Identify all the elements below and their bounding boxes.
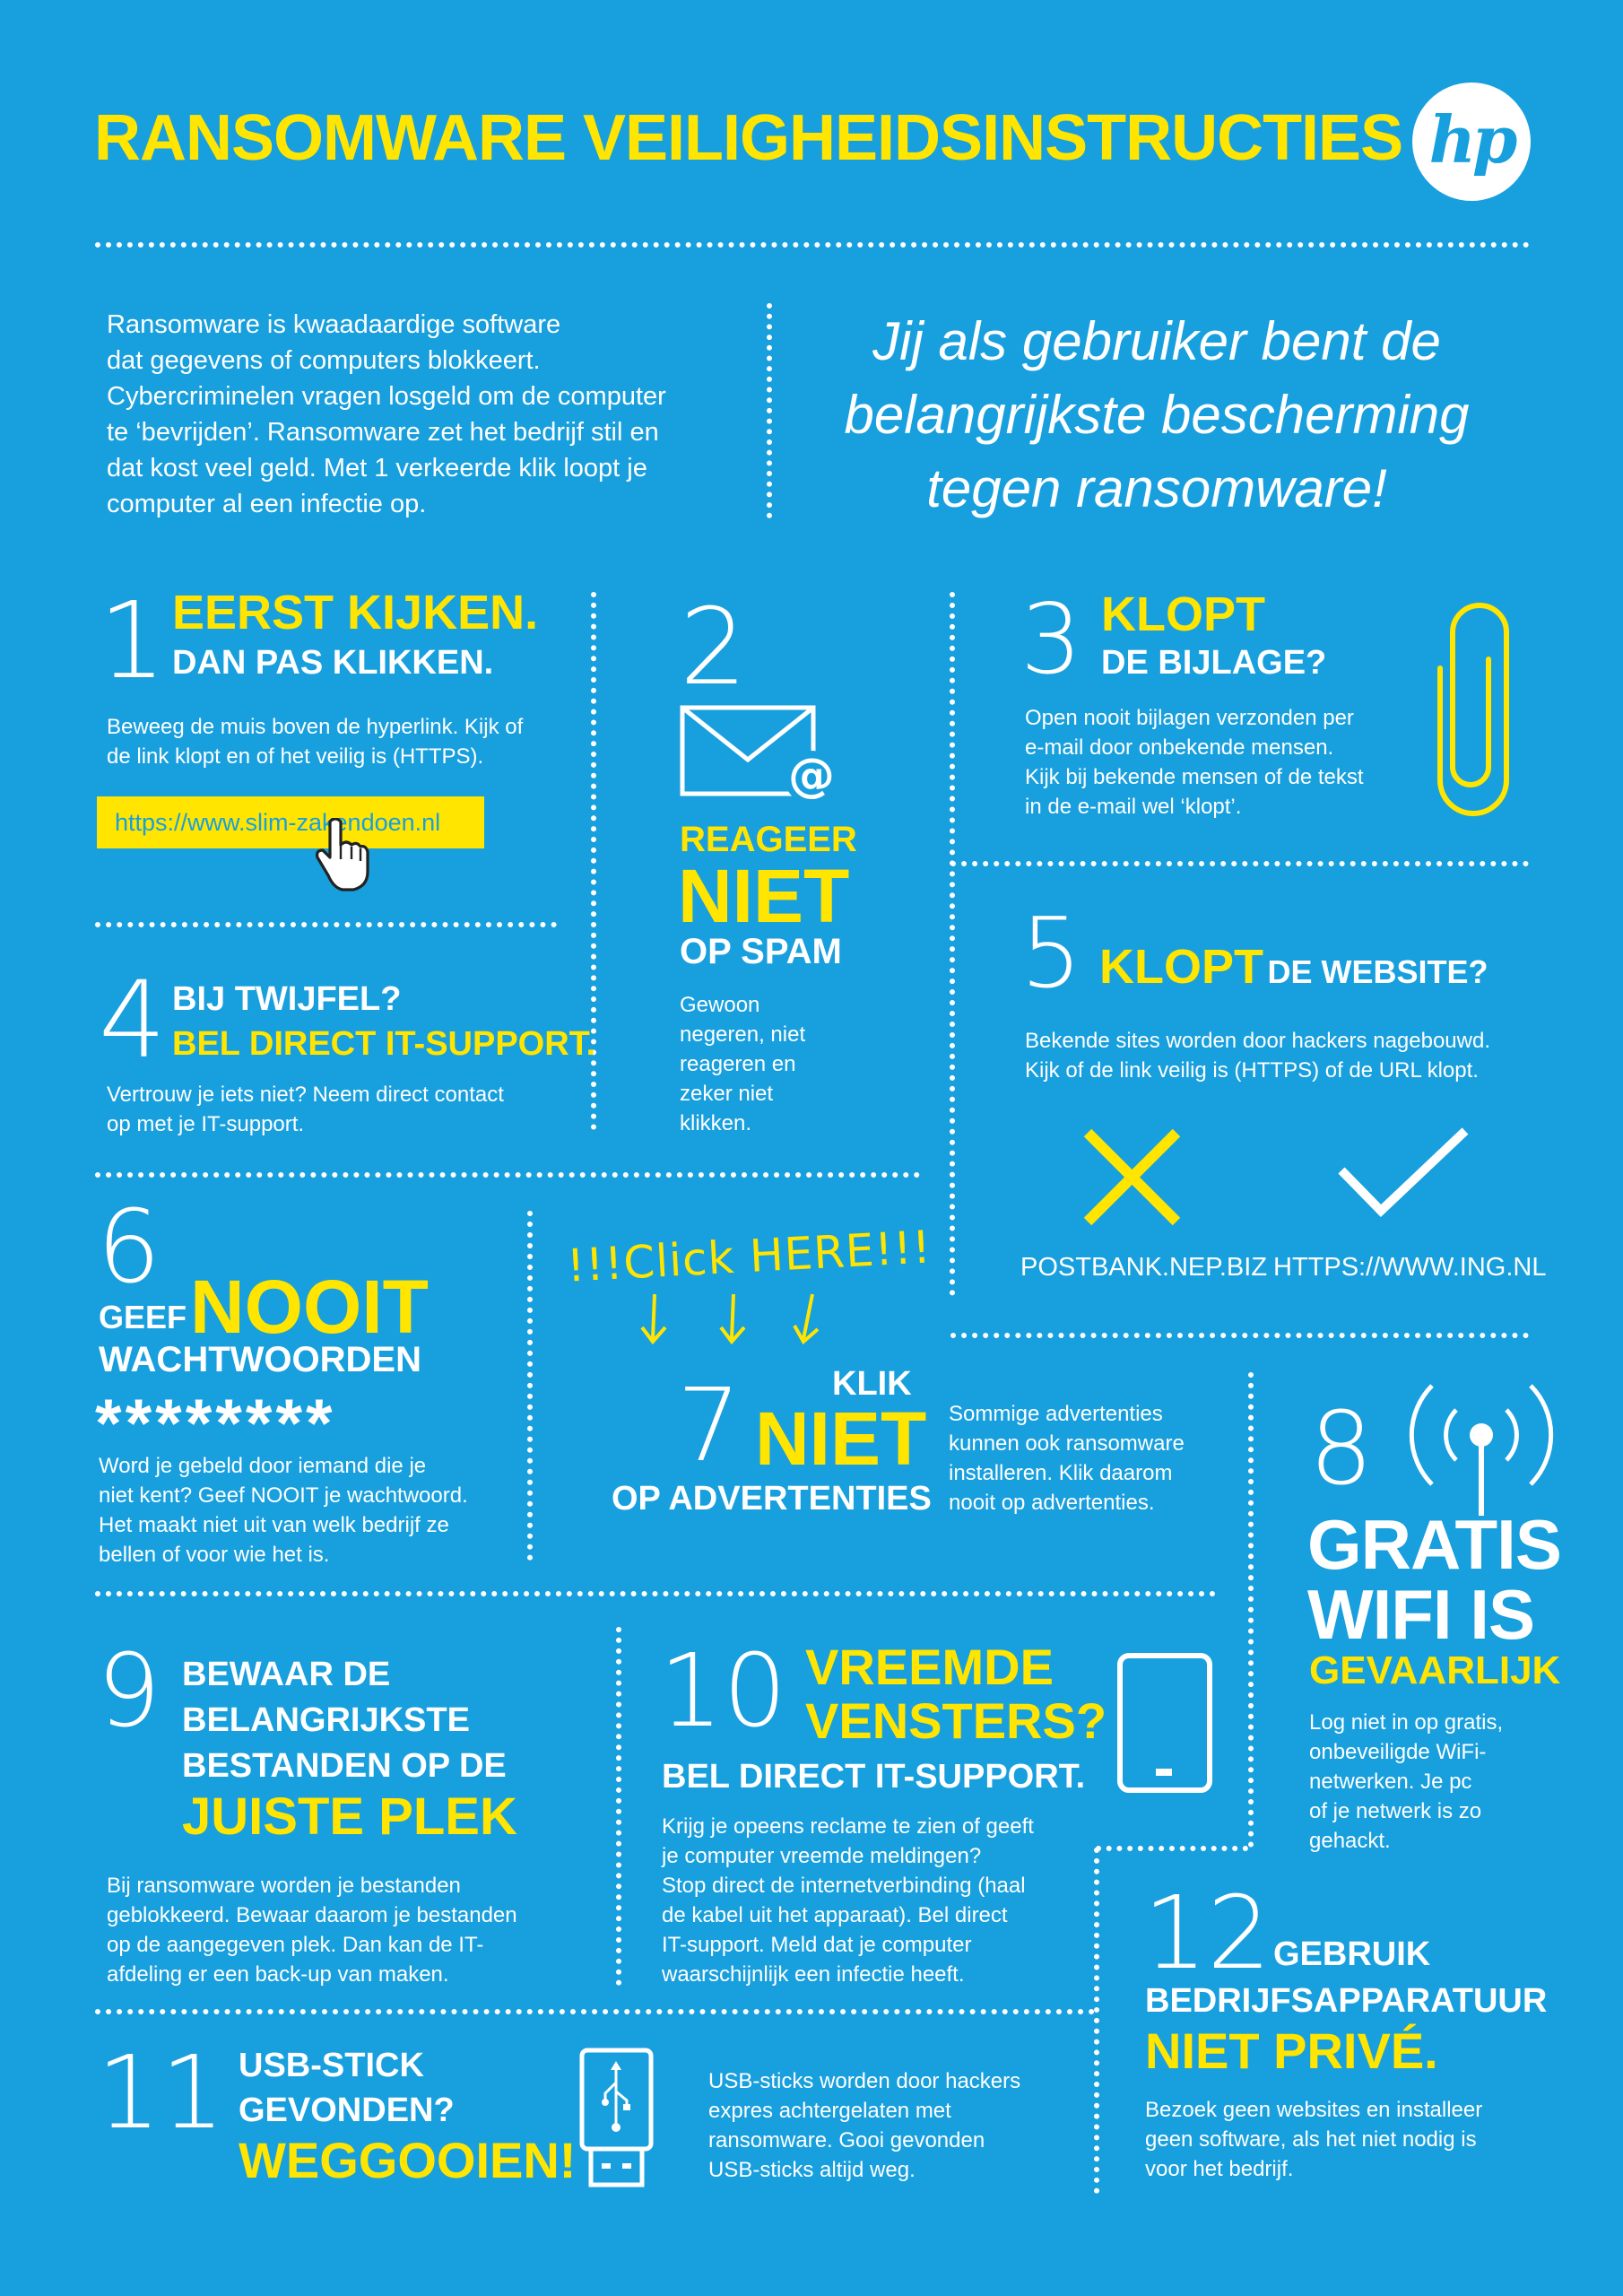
divider-3-5: [950, 861, 1529, 866]
tip-1-link[interactable]: https://www.slim-zakendoen.nl: [115, 808, 441, 836]
tip-10-l1: VREEMDE: [805, 1639, 1054, 1695]
hp-logo-text: hp: [1428, 100, 1515, 178]
intro-text: Ransomware is kwaadaardige software dat gegevens of computers blokkeert. Cybercriminelen vragen losgeld om de computer te ‘bevrijden’. Ransomware zet het bedrijf stil en dat kost veel geld. Met 1 verkeerde klik loopt je computer al een infectie op.: [107, 310, 666, 518]
tip-9-text: Bij ransomware worden je bestanden geblokkeerd. Bewaar daarom je bestanden op de aangegeven plek. Dan kan de IT- afdeling er een back-up van maken.: [107, 1874, 517, 1987]
tip-9-l2: BELANGRIJKSTE: [182, 1701, 470, 1739]
tip-6-pre: GEEF: [99, 1299, 187, 1335]
hp-logo: [1412, 83, 1531, 201]
tip-6-big: NOOIT: [190, 1265, 429, 1349]
tip-1-title: EERST KIJKEN.: [172, 586, 539, 639]
tip-6-stars: ********: [95, 1386, 336, 1462]
tip-7-l2: NIET: [755, 1396, 927, 1481]
tip-1-text: Beweeg de muis boven de hyperlink. Kijk of de link klopt en of het veilig is (HTTPS).: [107, 715, 524, 769]
tip-11-l1: USB-STICK: [239, 2047, 424, 2084]
tip-8-l2: WIFI IS: [1307, 1575, 1534, 1654]
tip-11-l2: GEVONDEN?: [239, 2092, 455, 2129]
tip-1-subtitle: DAN PAS KLIKKEN.: [172, 644, 494, 682]
intro-quote: Jij als gebruiker bent de belangrijkste bescherming tegen ransomware!: [844, 311, 1470, 518]
tip-2-l1: REAGEER: [680, 820, 857, 859]
envelope-icon: [680, 704, 841, 807]
tip-7-l1: KLIK: [832, 1365, 912, 1403]
divider-1-4: [95, 922, 557, 927]
tip-4-title: BIJ TWIJFEL?: [172, 980, 402, 1018]
tip-2-text: Gewoon negeren, niet reageren en zeker niet klikken.: [680, 993, 806, 1135]
divider-col-2-3: [950, 592, 955, 1296]
tip-9-l4: JUISTE PLEK: [182, 1787, 517, 1846]
arrows-down-icon: [628, 1290, 843, 1352]
tip-8-number: 8: [1309, 1391, 1374, 1508]
tip-11-text: USB-sticks worden door hackers expres achtergelaten met ransomware. Gooi gevonden USB-sticks altijd weg.: [708, 2069, 1021, 2182]
checkmark-icon: [1336, 1126, 1471, 1224]
tip-3-subtitle: DE BIJLAGE?: [1101, 644, 1327, 682]
tip-9-l1: BEWAAR DE: [182, 1656, 391, 1693]
tip-6-sub: WACHTWOORDEN: [99, 1340, 421, 1379]
tip-9-number: 9: [97, 1633, 161, 1750]
divider-header: [95, 242, 1530, 248]
tip-7-text: Sommige advertenties kunnen ook ransomware installeren. Klik daarom nooit op advertenties.: [949, 1402, 1185, 1515]
usb-stick-icon: [578, 2047, 655, 2190]
tip-5-heading: [1099, 942, 1488, 993]
tip-8-l3: GEVAARLIJK: [1309, 1648, 1561, 1692]
tip-12-number: 12: [1143, 1875, 1271, 1992]
divider-col-9-10: [616, 1627, 621, 1986]
divider-row-4: [95, 2009, 1095, 2014]
tip-3-text: Open nooit bijlagen verzonden per e-mail door onbekende mensen. Kijk bij bekende mensen of de tekst in de e-mail wel ‘klopt’.: [1025, 706, 1364, 819]
tip-11-number: 11: [97, 2035, 225, 2152]
tip-5-bad-url: POSTBANK.NEP.BIZ: [1020, 1253, 1268, 1282]
divider-col-7-8: [1248, 1372, 1254, 1848]
tip-4-text: Vertrouw je iets niet? Neem direct contact op met je IT-support.: [107, 1083, 504, 1136]
tip-2-l3: OP SPAM: [680, 932, 842, 971]
tip-12-l3: NIET PRIVÉ.: [1145, 2022, 1438, 2079]
tip-6-text: Word je gebeld door iemand die je niet kent? Geef NOOIT je wachtwoord. Het maakt niet uit van welk bedrijf ze bellen of voor wie het is.: [99, 1454, 468, 1567]
tip-3-title: KLOPT: [1101, 587, 1265, 641]
svg-text:@: @: [788, 749, 835, 803]
tip-1-link-box[interactable]: [97, 796, 484, 848]
tip-10-text: Krijg je opeens reclame te zien of geeft je computer vreemde meldingen? Stop direct de internetverbinding (haal de kabel uit het apparaat). Bel direct IT-support. Meld dat je computer waarschijnlijk een infectie heeft.: [662, 1814, 1034, 1987]
tip-2-l2: NIET: [678, 854, 850, 938]
tip-12-l1: GEBRUIK: [1273, 1935, 1431, 1973]
tip-9-l3: BESTANDEN OP DE: [182, 1747, 507, 1785]
tip-8-text: Log niet in op gratis, onbeveiligde WiFi- netwerken. Je pc of je netwerk is zo gehackt.: [1309, 1710, 1504, 1853]
cross-icon: [1081, 1126, 1184, 1229]
page-title: RANSOMWARE VEILIGHEIDSINSTRUCTIES: [94, 102, 1403, 174]
tip-5-title: KLOPT: [1099, 940, 1263, 994]
tip-10-l2: VENSTERS?: [805, 1692, 1107, 1749]
tip-10-number: 10: [659, 1633, 787, 1750]
tip-7-click-text: !!!Click HERE!!!: [565, 1221, 933, 1292]
tablet-icon: [1116, 1652, 1213, 1794]
divider-col-11-12: [1094, 1848, 1099, 2194]
tip-7-number: 7: [677, 1368, 742, 1484]
tip-8-l1: GRATIS: [1307, 1505, 1561, 1584]
tip-4-subtitle: BEL DIRECT IT-SUPPORT.: [172, 1025, 596, 1063]
tip-4-number: 4: [99, 958, 167, 1082]
tip-2-number: 2: [680, 585, 748, 709]
tip-5-good-url: HTTPS://WWW.ING.NL: [1273, 1253, 1547, 1282]
tip-6-number: 6: [97, 1189, 161, 1306]
tip-1-number: 1: [99, 578, 167, 702]
divider-col-6-7: [527, 1211, 533, 1561]
tip-7-l3: OP ADVERTENTIES: [612, 1480, 932, 1518]
divider-row-4-right: [1096, 1846, 1248, 1851]
tip-11-l3: WEGGOOIEN!: [239, 2132, 577, 2188]
tip-5-text: Bekende sites worden door hackers nagebouwd. Kijk of de link veilig is (HTTPS) of de URL klopt.: [1025, 1029, 1490, 1083]
wifi-signal-icon: [1401, 1372, 1562, 1516]
tip-3-number: 3: [1020, 584, 1082, 696]
hand-cursor-icon: [316, 818, 371, 891]
tip-12-l2: BEDRIJFSAPPARATUUR: [1145, 1982, 1548, 2020]
tip-5-title2: DE WEBSITE?: [1267, 953, 1488, 990]
divider-intro: [767, 303, 772, 518]
divider-row-3: [95, 1591, 1216, 1596]
divider-row-2: [95, 1172, 920, 1178]
paperclip-icon: [1433, 596, 1514, 821]
tip-10-sub: BEL DIRECT IT-SUPPORT.: [662, 1758, 1086, 1796]
tip-12-text: Bezoek geen websites en installeer geen software, als het niet nodig is voor het bedrijf.: [1145, 2098, 1483, 2181]
tip-5-number: 5: [1020, 898, 1082, 1010]
divider-5-8: [950, 1333, 1529, 1338]
